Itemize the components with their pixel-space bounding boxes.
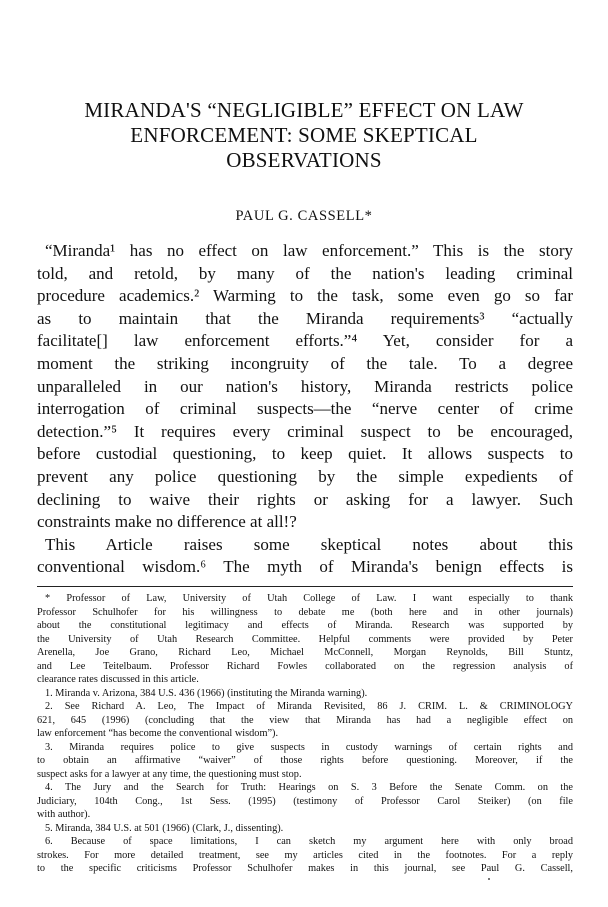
body-line: as to maintain that the Miranda requirements³ “actually (37, 308, 573, 328)
footnote-line: and Lee Teitelbaum. Professor Richard Fowles collaborated on the regression analysis of (37, 660, 573, 672)
body-line: declining to waive their rights or asking for a lawyer. Such (37, 489, 573, 509)
body-line: “Miranda¹ has no effect on law enforcement.” This is the story (45, 241, 573, 260)
footnote-line: law enforcement “has become the conventional wisdom”). (37, 728, 279, 739)
footnote-line: 621, 645 (1996) (concluding that the view that Miranda has had a negligible effect on (37, 714, 573, 726)
footnote-divider (37, 586, 573, 587)
title-line: MIRANDA'S “NEGLIGIBLE” EFFECT ON LAW (84, 98, 524, 122)
footnote-line: 1. Miranda v. Arizona, 384 U.S. 436 (1966) (instituting the Miranda warning). (45, 687, 368, 699)
footnote-line: 5. Miranda, 384 U.S. at 501 (1966) (Clark, J., dissenting). (45, 822, 284, 834)
body-line: facilitate[] law enforcement efforts.”⁴ Yet, consider for a (37, 331, 573, 351)
body-line: prevent any police questioning by the simple expedients of (37, 466, 573, 486)
footnote-line: to the specific criticisms Professor Schulhofer makes in this journal, see Paul G. Cassell, (37, 863, 573, 874)
footnote-line: strokes. For more detailed treatment, see my articles cited in the footnotes. For a reply (37, 849, 573, 861)
footnote-line: 6. Because of space limitations, I can sketch my argument here with only broad (45, 836, 573, 847)
footnote-line: with author). (37, 809, 91, 820)
scan-speck (488, 878, 490, 880)
title-line: ENFORCEMENT: SOME SKEPTICAL (130, 123, 478, 147)
footnote-line: 3. Miranda requires police to give suspects in custody warnings of certain rights and (45, 741, 573, 753)
footnote-line: to obtain an affirmative “waiver” of those rights before questioning. Moreover, if the (37, 755, 573, 766)
body-line: detection.”⁵ It requires every criminal suspect to be encouraged, (37, 421, 573, 441)
body-line: This Article raises some skeptical notes about this (45, 534, 573, 554)
footnote-line: * Professor of Law, University of Utah College of Law. I want especially to thank (45, 593, 573, 604)
footnote-line: Arenella, Joe Grano, Richard Leo, Michael McConnell, Morgan Reynolds, Bill Stuntz, (37, 647, 573, 658)
body-line: procedure academics.² Warming to the task, some even go so far (37, 286, 573, 306)
article-title (40, 98, 568, 173)
body-line: moment the striking incongruity of the tale. To a degree (37, 353, 573, 373)
footnote-line: 2. See Richard A. Leo, The Impact of Miranda Revisited, 86 J. CRIM. L. & CRIMINOLOGY (45, 701, 573, 712)
body-line: unparalleled in our nation's history, Miranda restricts police (37, 376, 573, 396)
body-line: before custodial questioning, to keep quiet. It allows suspects to (37, 444, 573, 464)
footnote-line: Judiciary, 104th Cong., 1st Sess. (1995) (testimony of Professor Carol Steiker) (on file (37, 795, 573, 807)
footnotes (37, 592, 573, 876)
body-line: conventional wisdom.⁶ The myth of Miranda's benign effects is (37, 557, 573, 577)
footnote-line: the University of Utah Research Committee. Helpful comments were provided by Peter (37, 633, 573, 645)
body-line: constraints make no difference at all!? (37, 512, 297, 532)
body-text (37, 240, 573, 579)
footnote-line: 4. The Jury and the Search for Truth: Hearings on S. 3 Before the Senate Comm. on the (45, 782, 573, 793)
author-name: PAUL G. CASSELL* (235, 208, 373, 224)
footnote-line: about the constitutional legitimacy and effects of Miranda. Research was supported by (37, 620, 573, 631)
footnote-line: Professor Schulhofer for his willingness to debate me (both here and in other journals) (37, 606, 573, 618)
title-line: OBSERVATIONS (226, 148, 382, 172)
body-line: told, and retold, by many of the nation's leading criminal (37, 263, 573, 283)
footnote-line: suspect asks for a lawyer at any time, the questioning must stop. (37, 768, 302, 780)
body-line: interrogation of criminal suspects—the “nerve center of crime (37, 399, 573, 419)
footnote-line: clearance rates discussed in this article. (37, 674, 199, 685)
